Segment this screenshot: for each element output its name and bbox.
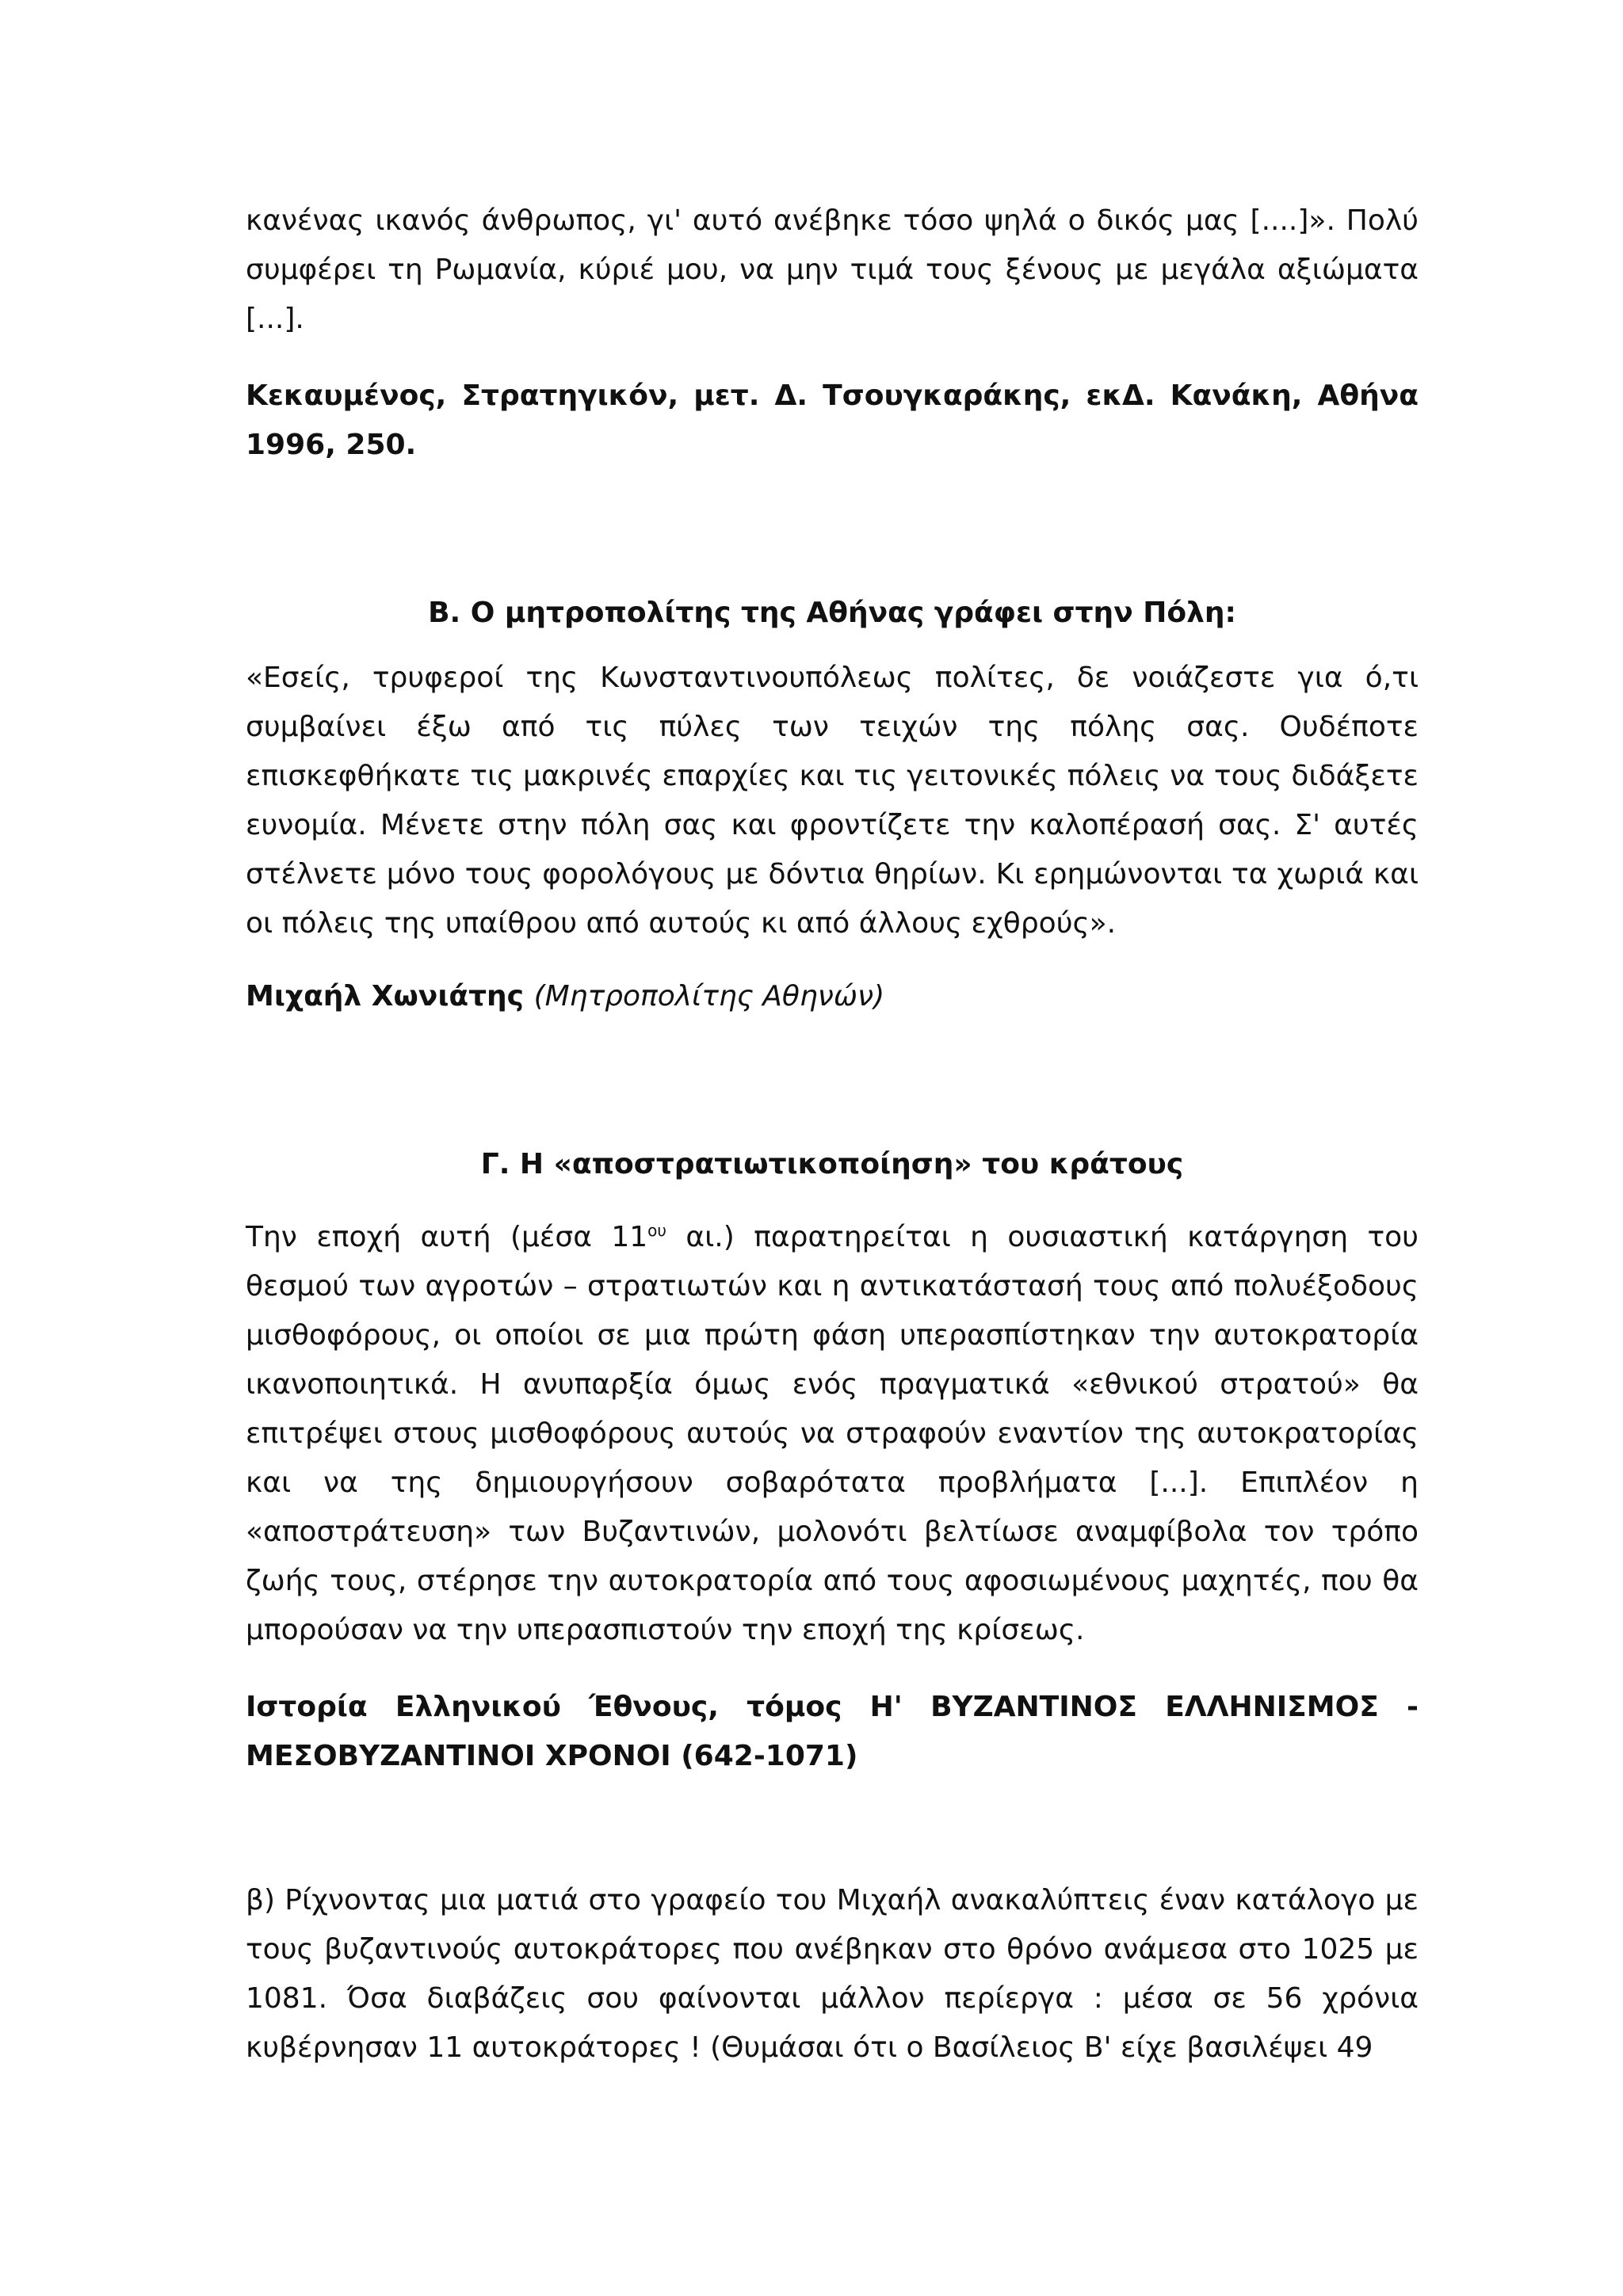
section-c-body-end: αι.) παρατηρείται η ουσιαστική κατάργηση του θεσμού των αγροτών – στρατιωτών και η αντικατάστασή τους από πολυέξοδους μισθοφόρους, οι οποίοι σε μια πρώτη φάση υπερασπίστηκαν την αυτοκρατορία ικανοποιητικά. Η ανυπαρξία όμως ενός πραγματικά «εθνικού στρατού» θα επιτρέψει στους μισθοφόρους αυτούς να στραφούν εναντίον της αυτοκρατορίας και να της δημιουργήσουν σοβαρότατα προβλήματα [...]. Επιπλέον η «αποστράτευση» των Βυζαντινών, μολονότι βελτίωσε αναμφίβολα τον τρόπο ζωής τους, στέρησε την αυτοκρατορία από τους αφοσιωμένους μαχητές, που θα μπορούσαν να την υπερασπιστούν την εποχή της κρίσεως.	[246, 1221, 1419, 1646]
section-c-heading: Γ. Η «αποστρατιωτικοποίηση» του κράτους	[480, 1148, 1184, 1180]
section-b-heading: Β. Ο μητροπολίτης της Αθήνας γράφει στην Πόλη:	[428, 597, 1236, 629]
section-c-body	[246, 1213, 1419, 1655]
author-role: (Μητροπολίτης Αθηνών)	[533, 980, 885, 1013]
source-citation-kekaumenos: Κεκαυμένος, Στρατηγικόν, μετ. Δ. Τσουγκαράκης, εκΔ. Κανάκη, Αθήνα 1996, 250.	[246, 379, 1419, 461]
section-c-body-start: Την εποχή αυτή (μέσα 11	[246, 1221, 648, 1253]
section-b-quote: «Εσείς, τρυφεροί της Κωνσταντινουπόλεως πολίτες, δε νοιάζεστε για ό,τι συμβαίνει έξω από τις πύλες των τειχών της πόλης σας. Ουδέποτε επισκεφθήκατε τις μακρινές επαρχίες και τις γειτονικές πόλεις να τους διδάξετε ευνομία. Μένετε στην πόλη σας και φροντίζετε την καλοπέρασή σας. Σ' αυτές στέλνετε μόνο τους φορολόγους με δόντια θηρίων. Κι ερημώνονται τα χωριά και οι πόλεις της υπαίθρου από αυτούς κι από άλλους εχθρούς».	[246, 662, 1419, 940]
document-page	[246, 196, 1419, 2073]
task-b-paragraph: β) Ρίχνοντας μια ματιά στο γραφείο του Μιχαήλ ανακαλύπτεις έναν κατάλογο με τους βυζαντινούς αυτοκράτορες που ανέβηκαν στο θρόνο ανάμεσα στο 1025 με 1081. Όσα διαβάζεις σου φαίνονται μάλλον περίεργα : μέσα σε 56 χρόνια κυβέρνησαν 11 αυτοκράτορες ! (Θυμάσαι ότι ο Βασίλειος Β' είχε βασιλέψει 49	[246, 1884, 1419, 2064]
intro-paragraph: κανένας ικανός άνθρωπος, γι' αυτό ανέβηκε τόσο ψηλά ο δικός μας [....]». Πολύ συμφέρει τη Ρωμανία, κύριέ μου, να μην τιμά τους ξένους με μεγάλα αξιώματα [...].	[246, 204, 1419, 335]
ordinal-superscript: ου	[647, 1221, 666, 1240]
author-name: Μιχαήλ Χωνιάτης	[246, 980, 525, 1013]
section-b-author	[246, 972, 1419, 1021]
source-citation-history: Ιστορία Ελληνικού Έθνους, τόμος Η' ΒΥΖΑΝΤΙΝΟΣ ΕΛΛΗΝΙΣΜΟΣ - ΜΕΣΟΒΥΖΑΝΤΙΝΟΙ ΧΡΟΝΟΙ (642-1071)	[246, 1691, 1419, 1772]
